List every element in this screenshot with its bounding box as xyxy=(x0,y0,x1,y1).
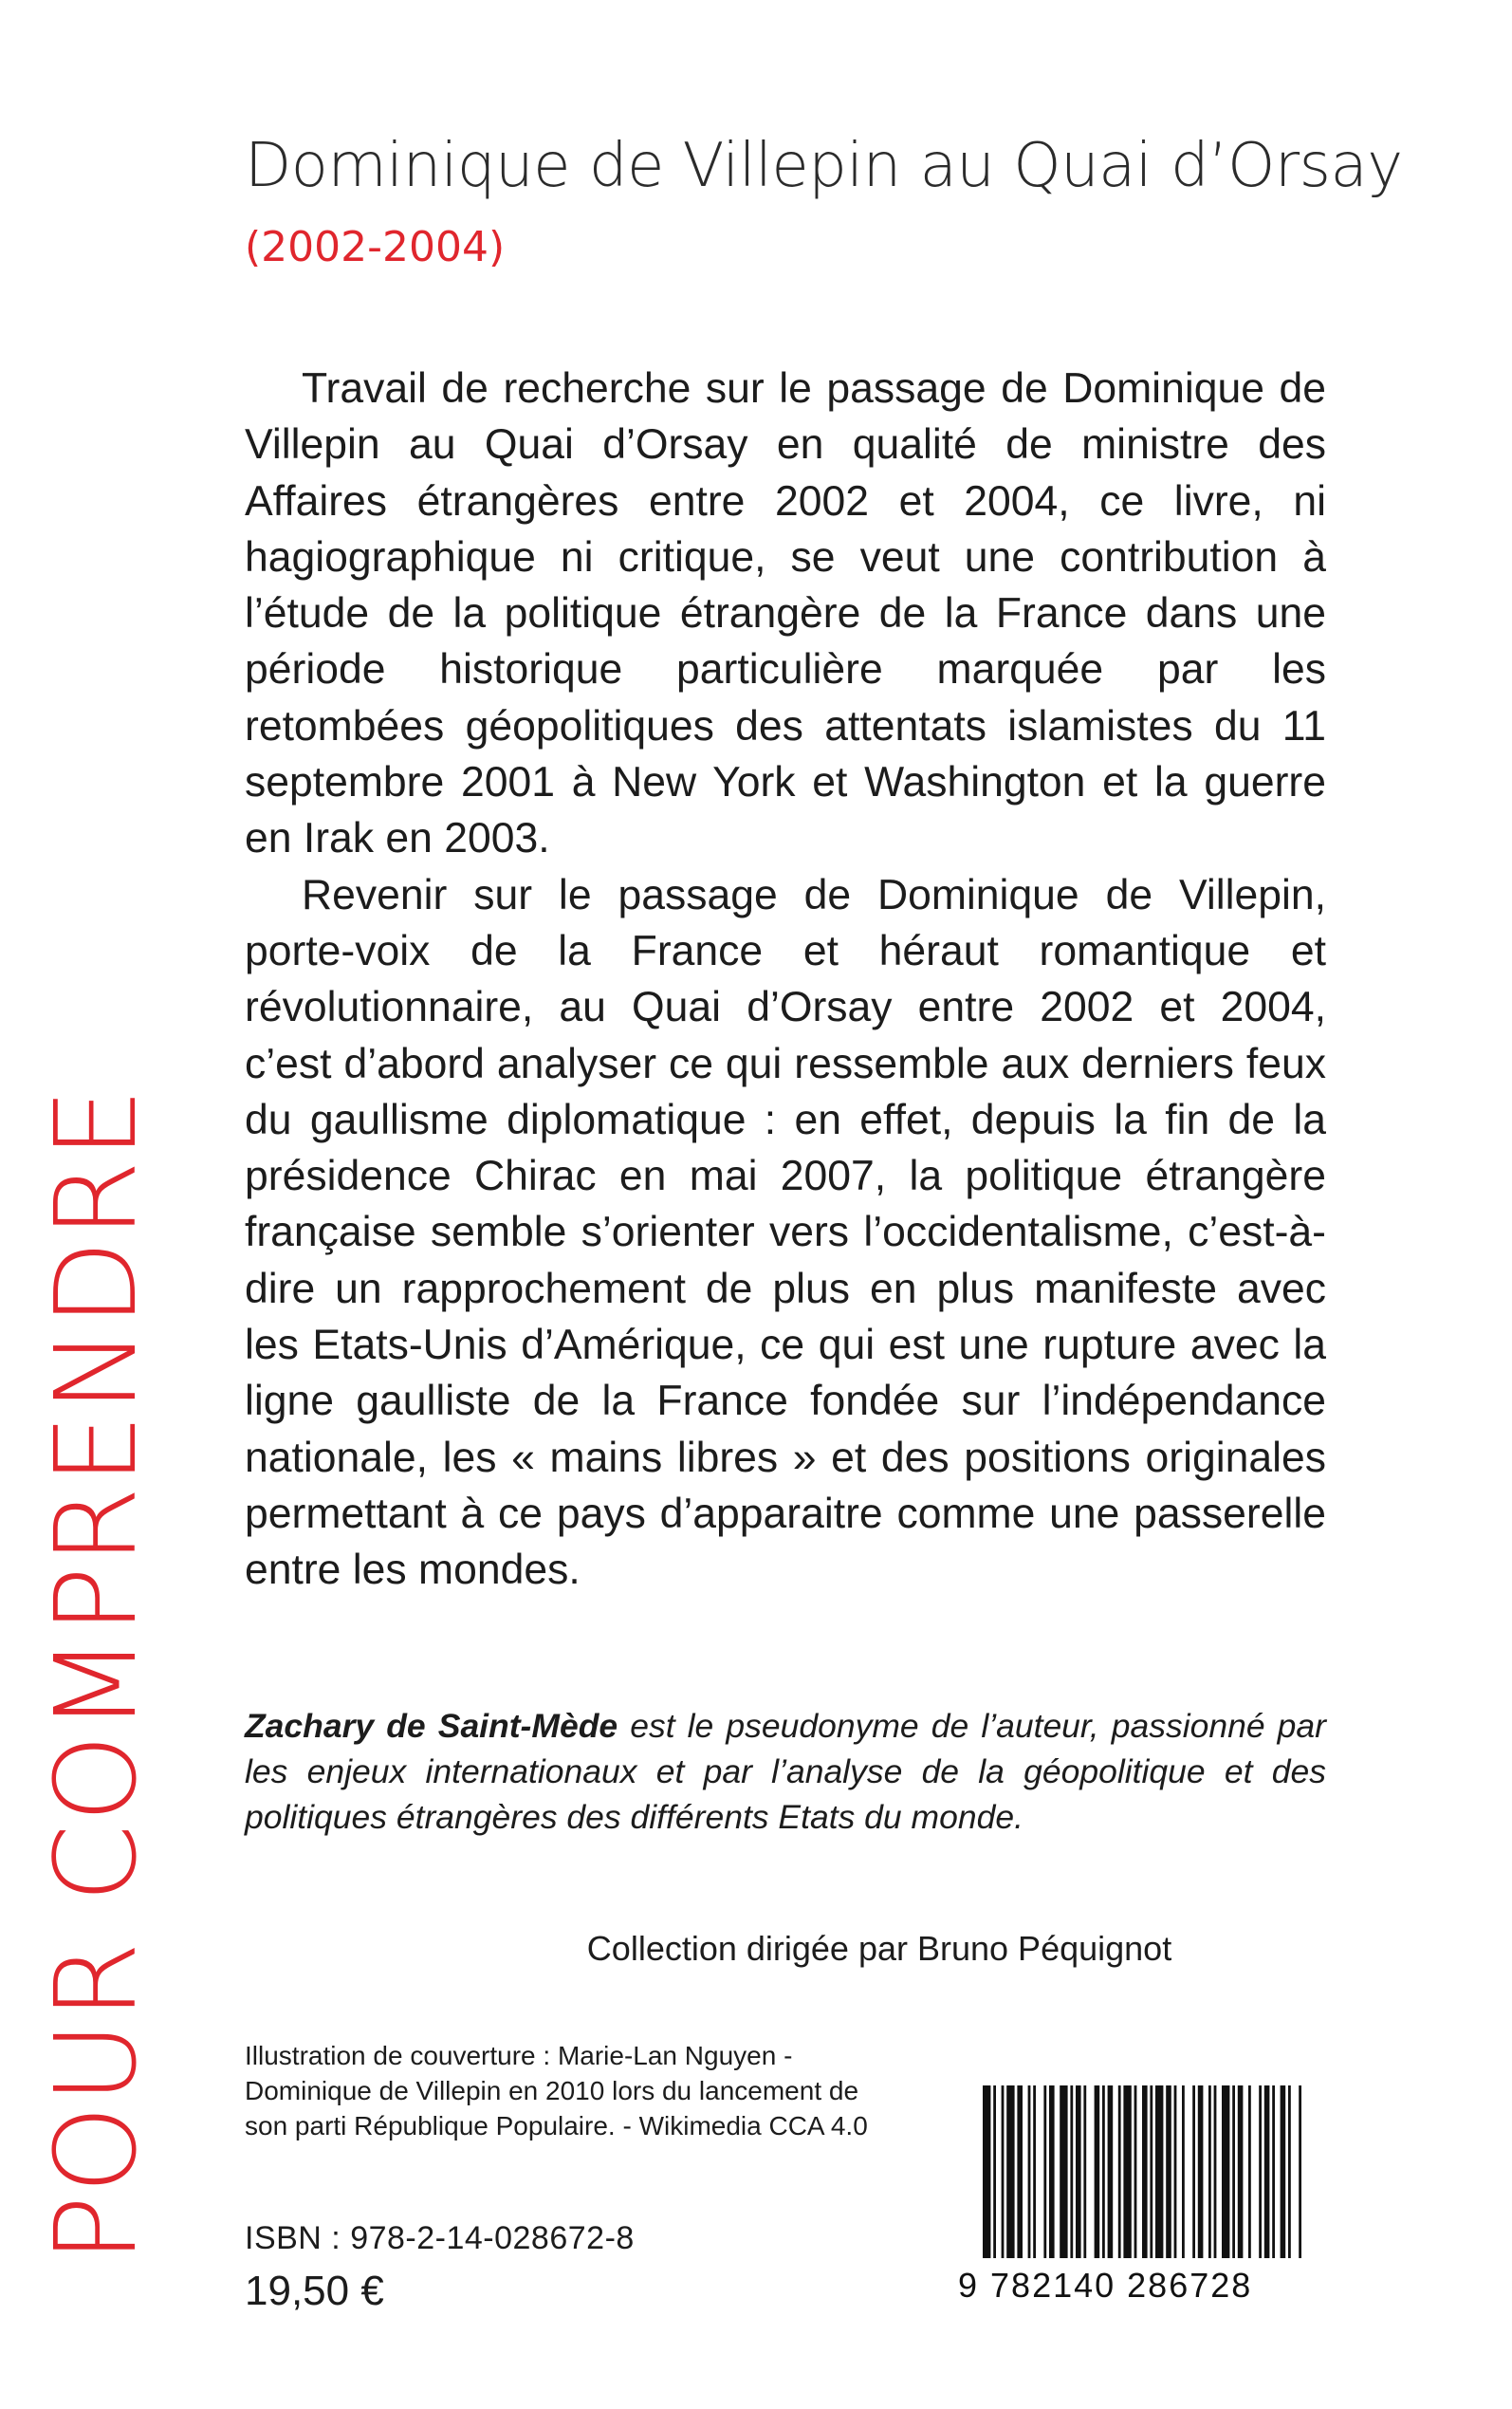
illustration-credit xyxy=(245,2038,928,2143)
collection-director: Collection dirigée par Bruno Péquignot xyxy=(586,1929,1172,1968)
author-bio-text: est le pseudonyme de l’auteur, passionné par les enjeux internationaux et par l’analyse de la géopolitique et des politiques étrangères des différents Etats du monde. xyxy=(245,1707,1326,1836)
credit-line: Illustration de couverture : Marie-Lan Nguyen - xyxy=(245,2041,793,2070)
summary-text xyxy=(245,361,1326,1599)
credit-line: Dominique de Villepin en 2010 lors du lancement de xyxy=(245,2076,859,2105)
author-bio xyxy=(245,1703,1326,1840)
book-subtitle-dates: (2002-2004) xyxy=(245,223,506,271)
price: 19,50 € xyxy=(245,2268,384,2314)
barcode-digits: 9 782140 286728 xyxy=(958,2266,1253,2305)
summary-paragraph-2: Revenir sur le passage de Dominique de Villepin, porte-voix de la France et héraut romantique et révolutionnaire, au Quai d’Orsay entre 2002 et 2004, c’est d’abord analyser ce qui ressemble aux derniers feux du gaullisme diplomatique : en effet, depuis la fin de la présidence Chirac en mai 2007, la politique étrangère française semble s’orienter vers l’occidentalisme, c’est-à-dire un rapprochement de plus en plus manifeste avec les Etats-Unis d’Amérique, ce qui est une rupture avec la ligne gaulliste de la France fondée sur l’indépendance nationale, les « mains libres » et des positions originales permettant à ce pays d’apparaitre comme une passerelle entre les mondes. xyxy=(245,871,1326,1594)
series-label-vertical: POUR COMPRENDRE xyxy=(30,1085,161,2263)
author-name: Zachary de Saint-Mède xyxy=(245,1707,618,1745)
credit-line: son parti République Populaire. - Wikimedia CCA 4.0 xyxy=(245,2111,868,2140)
isbn-number: ISBN : 978-2-14-028672-8 xyxy=(245,2220,635,2256)
summary-paragraph-1: Travail de recherche sur le passage de Dominique de Villepin au Quai d’Orsay en qualité de ministre des Affaires étrangères entre 2002 et 2004, ce livre, ni hagiographique ni critique, se veut une contribution à l’étude de la politique étrangère de la France dans une période historique particulière marquée par les retombées géopolitiques des attentats islamistes du 11 septembre 2001 à New York et Washington et la guerre en Irak en 2003. xyxy=(245,365,1326,862)
book-title: Dominique de Villepin au Quai d’Orsay xyxy=(245,131,1403,201)
